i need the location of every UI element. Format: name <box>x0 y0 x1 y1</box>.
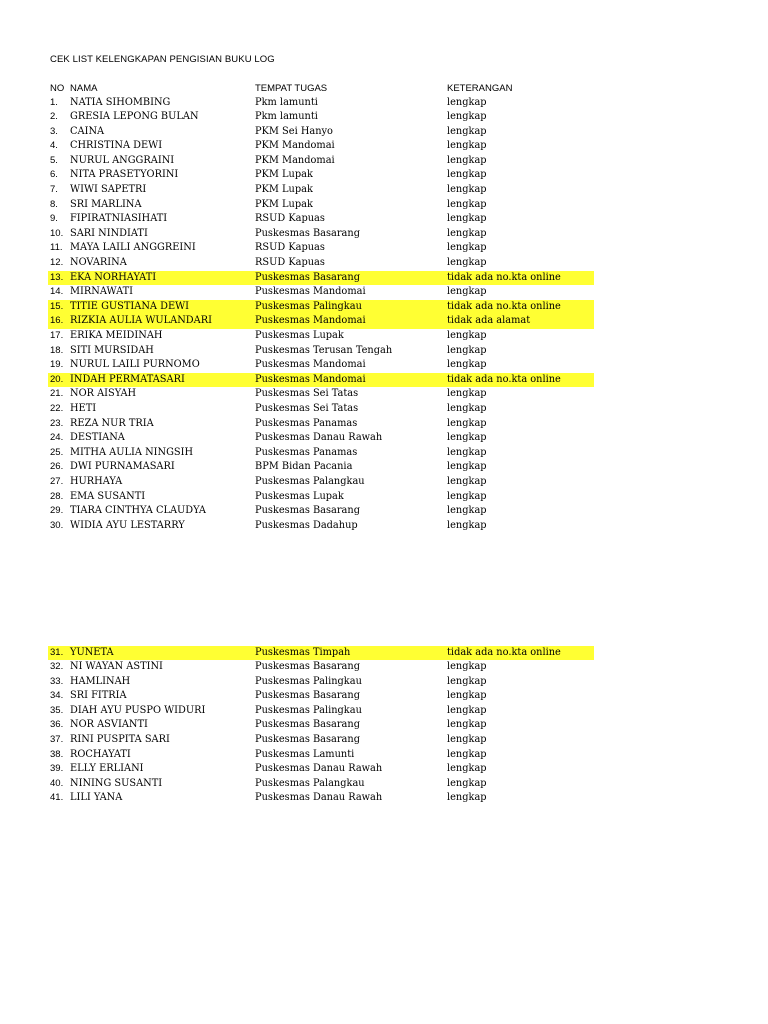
table-row <box>48 519 594 534</box>
header-nama: NAMA <box>70 83 98 94</box>
cell-no: 21. <box>50 388 64 400</box>
cell-nama: ELLY ERLIANI <box>70 763 144 775</box>
table-row <box>48 358 594 373</box>
table-row <box>48 329 594 344</box>
cell-tempat-tugas: BPM Bidan Pacania <box>255 461 353 473</box>
cell-tempat-tugas: Puskesmas Panamas <box>255 417 358 429</box>
table-row-highlighted <box>48 314 594 329</box>
cell-tempat-tugas: Pkm lamunti <box>255 96 318 108</box>
cell-keterangan: lengkap <box>447 402 487 414</box>
cell-keterangan: tidak ada no.kta online <box>447 646 561 658</box>
cell-tempat-tugas: PKM Lupak <box>255 184 313 196</box>
header-no: NO <box>50 83 65 94</box>
cell-keterangan: lengkap <box>447 432 487 444</box>
cell-tempat-tugas: PKM Sei Hanyo <box>255 125 333 137</box>
cell-keterangan: lengkap <box>447 388 487 400</box>
cell-tempat-tugas: RSUD Kapuas <box>255 213 325 225</box>
cell-tempat-tugas: Puskesmas Sei Tatas <box>255 402 359 414</box>
cell-keterangan: tidak ada no.kta online <box>447 271 561 283</box>
cell-keterangan: lengkap <box>447 505 487 517</box>
cell-nama: CAINA <box>70 125 105 137</box>
cell-no: 16. <box>50 315 64 327</box>
cell-tempat-tugas: PKM Mandomai <box>255 140 335 152</box>
cell-nama: WIDIA AYU LESTARRY <box>70 519 185 531</box>
cell-no: 27. <box>50 475 64 487</box>
cell-nama: MAYA LAILI ANGGREINI <box>70 242 196 254</box>
cell-keterangan: lengkap <box>447 748 487 760</box>
cell-tempat-tugas: Puskesmas Basarang <box>255 505 360 517</box>
cell-nama: TIARA CINTHYA CLAUDYA <box>70 505 206 517</box>
cell-tempat-tugas: Puskesmas Mandomai <box>255 373 366 385</box>
cell-no: 25. <box>50 446 64 458</box>
cell-nama: NOVARINA <box>70 257 127 269</box>
cell-no: 2. <box>50 111 58 123</box>
table-row <box>48 402 594 417</box>
cell-no: 22. <box>50 402 64 414</box>
cell-tempat-tugas: Puskesmas Mandomai <box>255 359 366 371</box>
cell-tempat-tugas: Puskesmas Basarang <box>255 719 360 731</box>
table-row <box>48 733 594 748</box>
cell-keterangan: lengkap <box>447 519 487 531</box>
cell-nama: NOR AISYAH <box>70 388 137 400</box>
cell-tempat-tugas: Pkm lamunti <box>255 111 318 123</box>
table-row <box>48 748 594 763</box>
cell-tempat-tugas: Puskesmas Basarang <box>255 661 360 673</box>
cell-no: 7. <box>50 184 58 196</box>
cell-tempat-tugas: Puskesmas Panamas <box>255 446 358 458</box>
cell-no: 38. <box>50 748 64 760</box>
cell-tempat-tugas: Puskesmas Dadahup <box>255 519 358 531</box>
cell-tempat-tugas: Puskesmas Lupak <box>255 330 344 341</box>
cell-keterangan: lengkap <box>447 286 487 298</box>
table-row <box>48 387 594 402</box>
cell-keterangan: tidak ada alamat <box>447 315 531 327</box>
cell-no: 33. <box>50 675 64 687</box>
cell-keterangan: tidak ada no.kta online <box>447 300 561 312</box>
cell-nama: SITI MURSIDAH <box>70 344 154 356</box>
cell-tempat-tugas: Puskesmas Palingkau <box>255 675 362 687</box>
table-row <box>48 154 594 169</box>
cell-tempat-tugas: PKM Lupak <box>255 169 313 181</box>
cell-no: 26. <box>50 461 64 473</box>
table-row <box>48 475 594 490</box>
cell-no: 18. <box>50 344 64 356</box>
cell-nama: DESTIANA <box>70 432 125 444</box>
table-body-part-2 <box>48 646 594 807</box>
cell-no: 40. <box>50 777 64 789</box>
cell-nama: GRESIA LEPONG BULAN <box>70 111 199 123</box>
cell-keterangan: lengkap <box>447 359 487 371</box>
table-row <box>48 241 594 256</box>
cell-tempat-tugas: Puskesmas Danau Rawah <box>255 432 383 444</box>
cell-no: 5. <box>50 154 58 166</box>
cell-tempat-tugas: Puskesmas Terusan Tengah <box>255 344 393 356</box>
table-row <box>48 285 594 300</box>
cell-tempat-tugas: Puskesmas Palangkau <box>255 475 365 487</box>
cell-nama: CHRISTINA DEWI <box>70 140 163 152</box>
cell-nama: FIPIRATNIASIHATI <box>70 213 168 225</box>
cell-tempat-tugas: Puskesmas Basarang <box>255 271 360 283</box>
cell-keterangan: lengkap <box>447 690 487 702</box>
cell-no: 30. <box>50 519 64 531</box>
cell-tempat-tugas: Puskesmas Basarang <box>255 734 360 746</box>
cell-nama: HETI <box>70 402 97 414</box>
cell-keterangan: lengkap <box>447 763 487 775</box>
cell-no: 39. <box>50 763 64 775</box>
cell-keterangan: lengkap <box>447 213 487 225</box>
cell-tempat-tugas: PKM Lupak <box>255 198 313 210</box>
cell-keterangan: lengkap <box>447 675 487 687</box>
table-body-part-1 <box>48 96 594 534</box>
cell-no: 9. <box>50 213 58 225</box>
cell-tempat-tugas: Puskesmas Timpah <box>255 646 351 658</box>
cell-tempat-tugas: Puskesmas Basarang <box>255 227 360 239</box>
cell-tempat-tugas: Puskesmas Basarang <box>255 690 360 702</box>
cell-no: 4. <box>50 140 58 152</box>
cell-tempat-tugas: Puskesmas Danau Rawah <box>255 792 383 804</box>
cell-tempat-tugas: Puskesmas Lamunti <box>255 748 355 760</box>
table-row <box>48 504 594 519</box>
cell-keterangan: lengkap <box>447 417 487 429</box>
cell-no: 24. <box>50 432 64 444</box>
cell-nama: NURUL LAILI PURNOMO <box>70 359 200 371</box>
cell-nama: EMA SUSANTI <box>70 490 146 502</box>
cell-no: 1. <box>50 96 58 108</box>
cell-keterangan: lengkap <box>447 792 487 804</box>
table-row <box>48 689 594 704</box>
cell-tempat-tugas: Puskesmas Danau Rawah <box>255 763 383 775</box>
cell-keterangan: lengkap <box>447 257 487 269</box>
table-row <box>48 417 594 432</box>
table-row <box>48 660 594 675</box>
table-row <box>48 762 594 777</box>
cell-keterangan: lengkap <box>447 111 487 123</box>
cell-no: 8. <box>50 198 58 210</box>
cell-no: 20. <box>50 373 64 385</box>
cell-tempat-tugas: Puskesmas Mandomai <box>255 315 366 327</box>
cell-keterangan: lengkap <box>447 154 487 166</box>
cell-keterangan: lengkap <box>447 96 487 108</box>
cell-tempat-tugas: Puskesmas Palangkau <box>255 777 365 789</box>
table-row <box>48 96 594 111</box>
cell-keterangan: lengkap <box>447 330 487 341</box>
cell-keterangan: lengkap <box>447 184 487 196</box>
cell-no: 17. <box>50 330 64 341</box>
cell-no: 19. <box>50 359 64 371</box>
cell-nama: YUNETA <box>70 646 114 658</box>
cell-tempat-tugas: Puskesmas Palingkau <box>255 704 362 716</box>
cell-nama: HAMLINAH <box>70 675 131 687</box>
cell-keterangan: lengkap <box>447 169 487 181</box>
cell-keterangan: tidak ada no.kta online <box>447 373 561 385</box>
header-tempat-tugas: TEMPAT TUGAS <box>255 83 328 94</box>
header-keterangan: KETERANGAN <box>447 83 513 94</box>
cell-nama: HURHAYA <box>70 475 123 487</box>
cell-nama: DIAH AYU PUSPO WIDURI <box>70 704 206 716</box>
cell-nama: SRI MARLINA <box>70 198 142 210</box>
cell-no: 6. <box>50 169 58 181</box>
cell-nama: DWI PURNAMASARI <box>70 461 175 473</box>
cell-keterangan: lengkap <box>447 140 487 152</box>
table-row <box>48 446 594 461</box>
cell-keterangan: lengkap <box>447 446 487 458</box>
cell-keterangan: lengkap <box>447 198 487 210</box>
cell-no: 12. <box>50 257 64 269</box>
table-row <box>48 110 594 125</box>
cell-no: 3. <box>50 125 58 137</box>
cell-tempat-tugas: RSUD Kapuas <box>255 242 325 254</box>
cell-no: 36. <box>50 719 64 731</box>
cell-no: 29. <box>50 505 64 517</box>
cell-nama: NATIA SIHOMBING <box>70 96 171 108</box>
cell-no: 11. <box>50 242 63 254</box>
table-row <box>48 718 594 733</box>
cell-no: 32. <box>50 661 64 673</box>
cell-no: 37. <box>50 734 64 746</box>
cell-keterangan: lengkap <box>447 242 487 254</box>
cell-nama: REZA NUR TRIA <box>70 417 154 429</box>
cell-keterangan: lengkap <box>447 125 487 137</box>
table-row <box>48 791 594 806</box>
cell-no: 15. <box>50 300 64 312</box>
table-row <box>48 168 594 183</box>
table-row <box>48 490 594 505</box>
table-row <box>48 139 594 154</box>
cell-no: 23. <box>50 417 64 429</box>
cell-keterangan: lengkap <box>447 490 487 502</box>
cell-nama: WIWI SAPETRI <box>70 184 147 196</box>
page-title: CEK LIST KELENGKAPAN PENGISIAN BUKU LOG <box>50 54 275 65</box>
table-row <box>48 704 594 719</box>
table-row <box>48 460 594 475</box>
cell-keterangan: lengkap <box>447 734 487 746</box>
cell-nama: NOR ASVIANTI <box>70 719 148 731</box>
cell-nama: NINING SUSANTI <box>70 777 163 789</box>
cell-tempat-tugas: Puskesmas Sei Tatas <box>255 388 359 400</box>
table-row-highlighted <box>48 373 594 388</box>
cell-nama: TITIE GUSTIANA DEWI <box>70 300 190 312</box>
cell-nama: MIRNAWATI <box>70 286 134 298</box>
table-row <box>48 256 594 271</box>
cell-nama: ROCHAYATI <box>70 748 131 760</box>
cell-keterangan: lengkap <box>447 461 487 473</box>
table-row <box>48 212 594 227</box>
table-row <box>48 777 594 792</box>
table-row <box>48 675 594 690</box>
table-row-highlighted <box>48 300 594 315</box>
cell-tempat-tugas: RSUD Kapuas <box>255 257 325 269</box>
cell-nama: INDAH PERMATASARI <box>70 373 185 385</box>
cell-keterangan: lengkap <box>447 475 487 487</box>
cell-keterangan: lengkap <box>447 661 487 673</box>
cell-no: 35. <box>50 704 64 716</box>
cell-no: 14. <box>50 286 64 298</box>
cell-no: 13. <box>50 271 64 283</box>
cell-nama: EKA NORHAYATI <box>70 271 157 283</box>
cell-nama: SARI NINDIATI <box>70 227 148 239</box>
cell-tempat-tugas: Puskesmas Palingkau <box>255 300 362 312</box>
cell-nama: NURUL ANGGRAINI <box>70 154 175 166</box>
cell-no: 34. <box>50 690 64 702</box>
cell-keterangan: lengkap <box>447 704 487 716</box>
cell-nama: RIZKIA AULIA WULANDARI <box>70 315 212 327</box>
table-row <box>48 183 594 198</box>
table-row <box>48 227 594 242</box>
cell-tempat-tugas: PKM Mandomai <box>255 154 335 166</box>
cell-nama: NI WAYAN ASTINI <box>70 661 163 673</box>
cell-nama: MITHA AULIA NINGSIH <box>70 446 194 458</box>
cell-keterangan: lengkap <box>447 777 487 789</box>
table-row <box>48 344 594 359</box>
cell-no: 10. <box>50 227 64 239</box>
cell-no: 28. <box>50 490 64 502</box>
cell-no: 31. <box>50 646 64 658</box>
cell-keterangan: lengkap <box>447 344 487 356</box>
cell-nama: RINI PUSPITA SARI <box>70 734 170 746</box>
cell-nama: SRI FITRIA <box>70 690 127 702</box>
table-row <box>48 431 594 446</box>
cell-tempat-tugas: Puskesmas Lupak <box>255 490 344 502</box>
cell-keterangan: lengkap <box>447 227 487 239</box>
table-header <box>48 82 594 96</box>
table-row-highlighted <box>48 271 594 286</box>
table-row <box>48 125 594 140</box>
cell-nama: LILI YANA <box>70 792 123 804</box>
cell-tempat-tugas: Puskesmas Mandomai <box>255 286 366 298</box>
table-row <box>48 198 594 213</box>
cell-no: 41. <box>50 792 64 804</box>
cell-nama: NITA PRASETYORINI <box>70 169 179 181</box>
cell-nama: ERIKA MEIDINAH <box>70 330 163 341</box>
table-row-highlighted <box>48 646 594 661</box>
cell-keterangan: lengkap <box>447 719 487 731</box>
